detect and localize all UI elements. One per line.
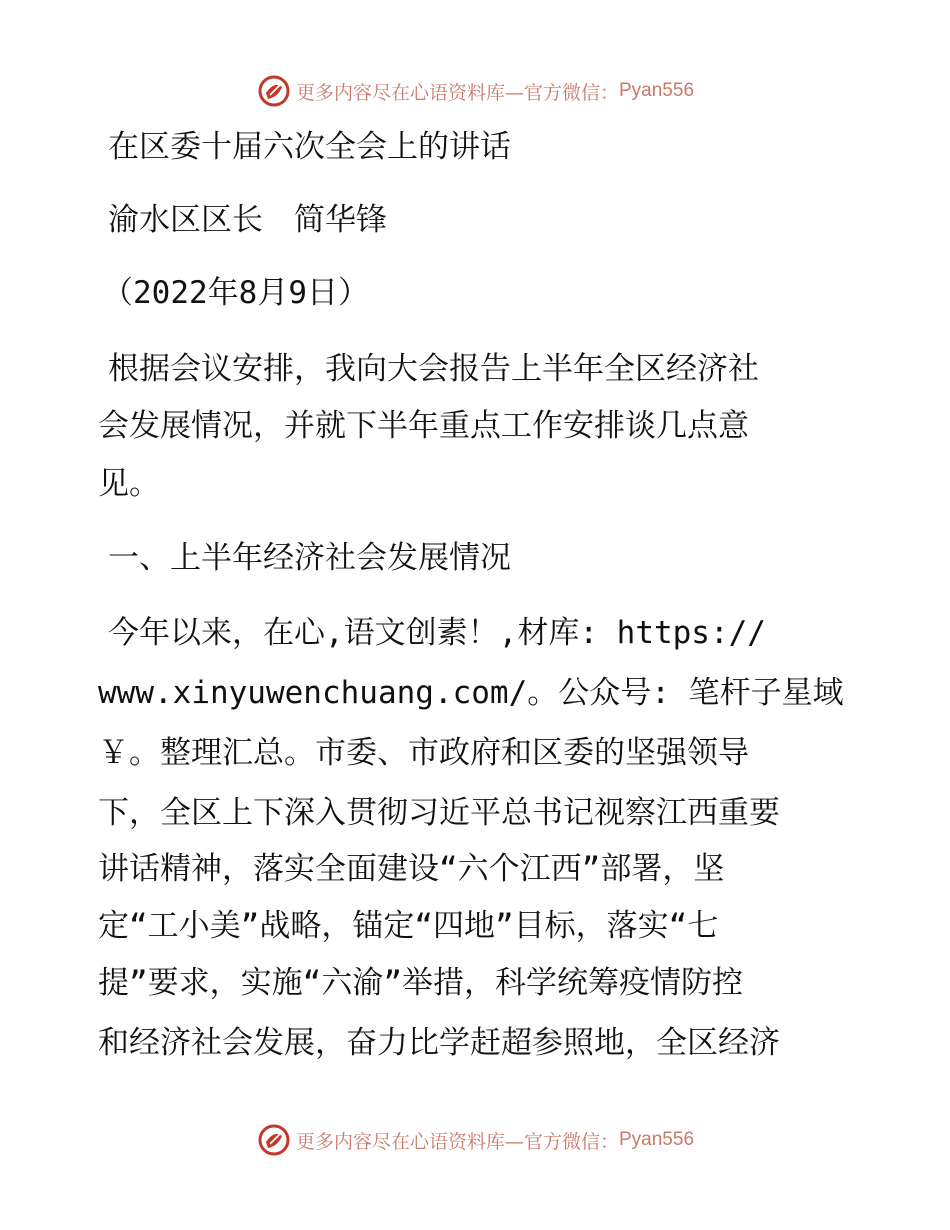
- speech-date: （2022年8月9日）: [102, 275, 369, 311]
- watermark-text: 更多内容尽在心语资料库—官方微信：: [295, 81, 619, 104]
- document-title: 在区委十届六次全会上的讲话: [108, 129, 511, 165]
- intro-line: 根据会议安排，我向大会报告上半年全区经济社: [108, 351, 759, 387]
- body-line: ￥。整理汇总。市委、市政府和区委的坚强领导: [98, 735, 749, 771]
- intro-line: 见。: [98, 466, 160, 502]
- body-line: www.xinyuwenchuang.com/。公众号: 笔杆子星域: [98, 675, 844, 711]
- intro-line: 会发展情况，并就下半年重点工作安排谈几点意: [98, 408, 749, 444]
- seal-logo-icon: [256, 1122, 292, 1158]
- section-heading: 一、上半年经济社会发展情况: [108, 540, 511, 576]
- speaker-line: 渝水区区长 简华锋: [108, 202, 387, 238]
- body-line: 讲话精神，落实全面建设“六个江西”部署，坚: [98, 851, 725, 887]
- watermark-wechat-id: Pyan556: [619, 1129, 695, 1150]
- body-line: 下，全区上下深入贯彻习近平总书记视察江西重要: [98, 795, 780, 831]
- body-line: 和经济社会发展，奋力比学赶超参照地，全区经济: [98, 1025, 780, 1061]
- watermark-text: 更多内容尽在心语资料库—官方微信：: [295, 1130, 619, 1153]
- body-line: 今年以来，在心,语文创素！,材库: https://: [108, 615, 766, 651]
- watermark-wechat-id: Pyan556: [619, 80, 695, 101]
- watermark-banner-bottom: [0, 1118, 950, 1162]
- seal-logo-icon: [256, 73, 292, 109]
- watermark-banner-top: [0, 69, 950, 113]
- body-line: 提”要求，实施“六渝”举措，科学统筹疫情防控: [98, 965, 743, 1001]
- body-line: 定“工小美”战略，锚定“四地”目标，落实“七: [98, 908, 719, 944]
